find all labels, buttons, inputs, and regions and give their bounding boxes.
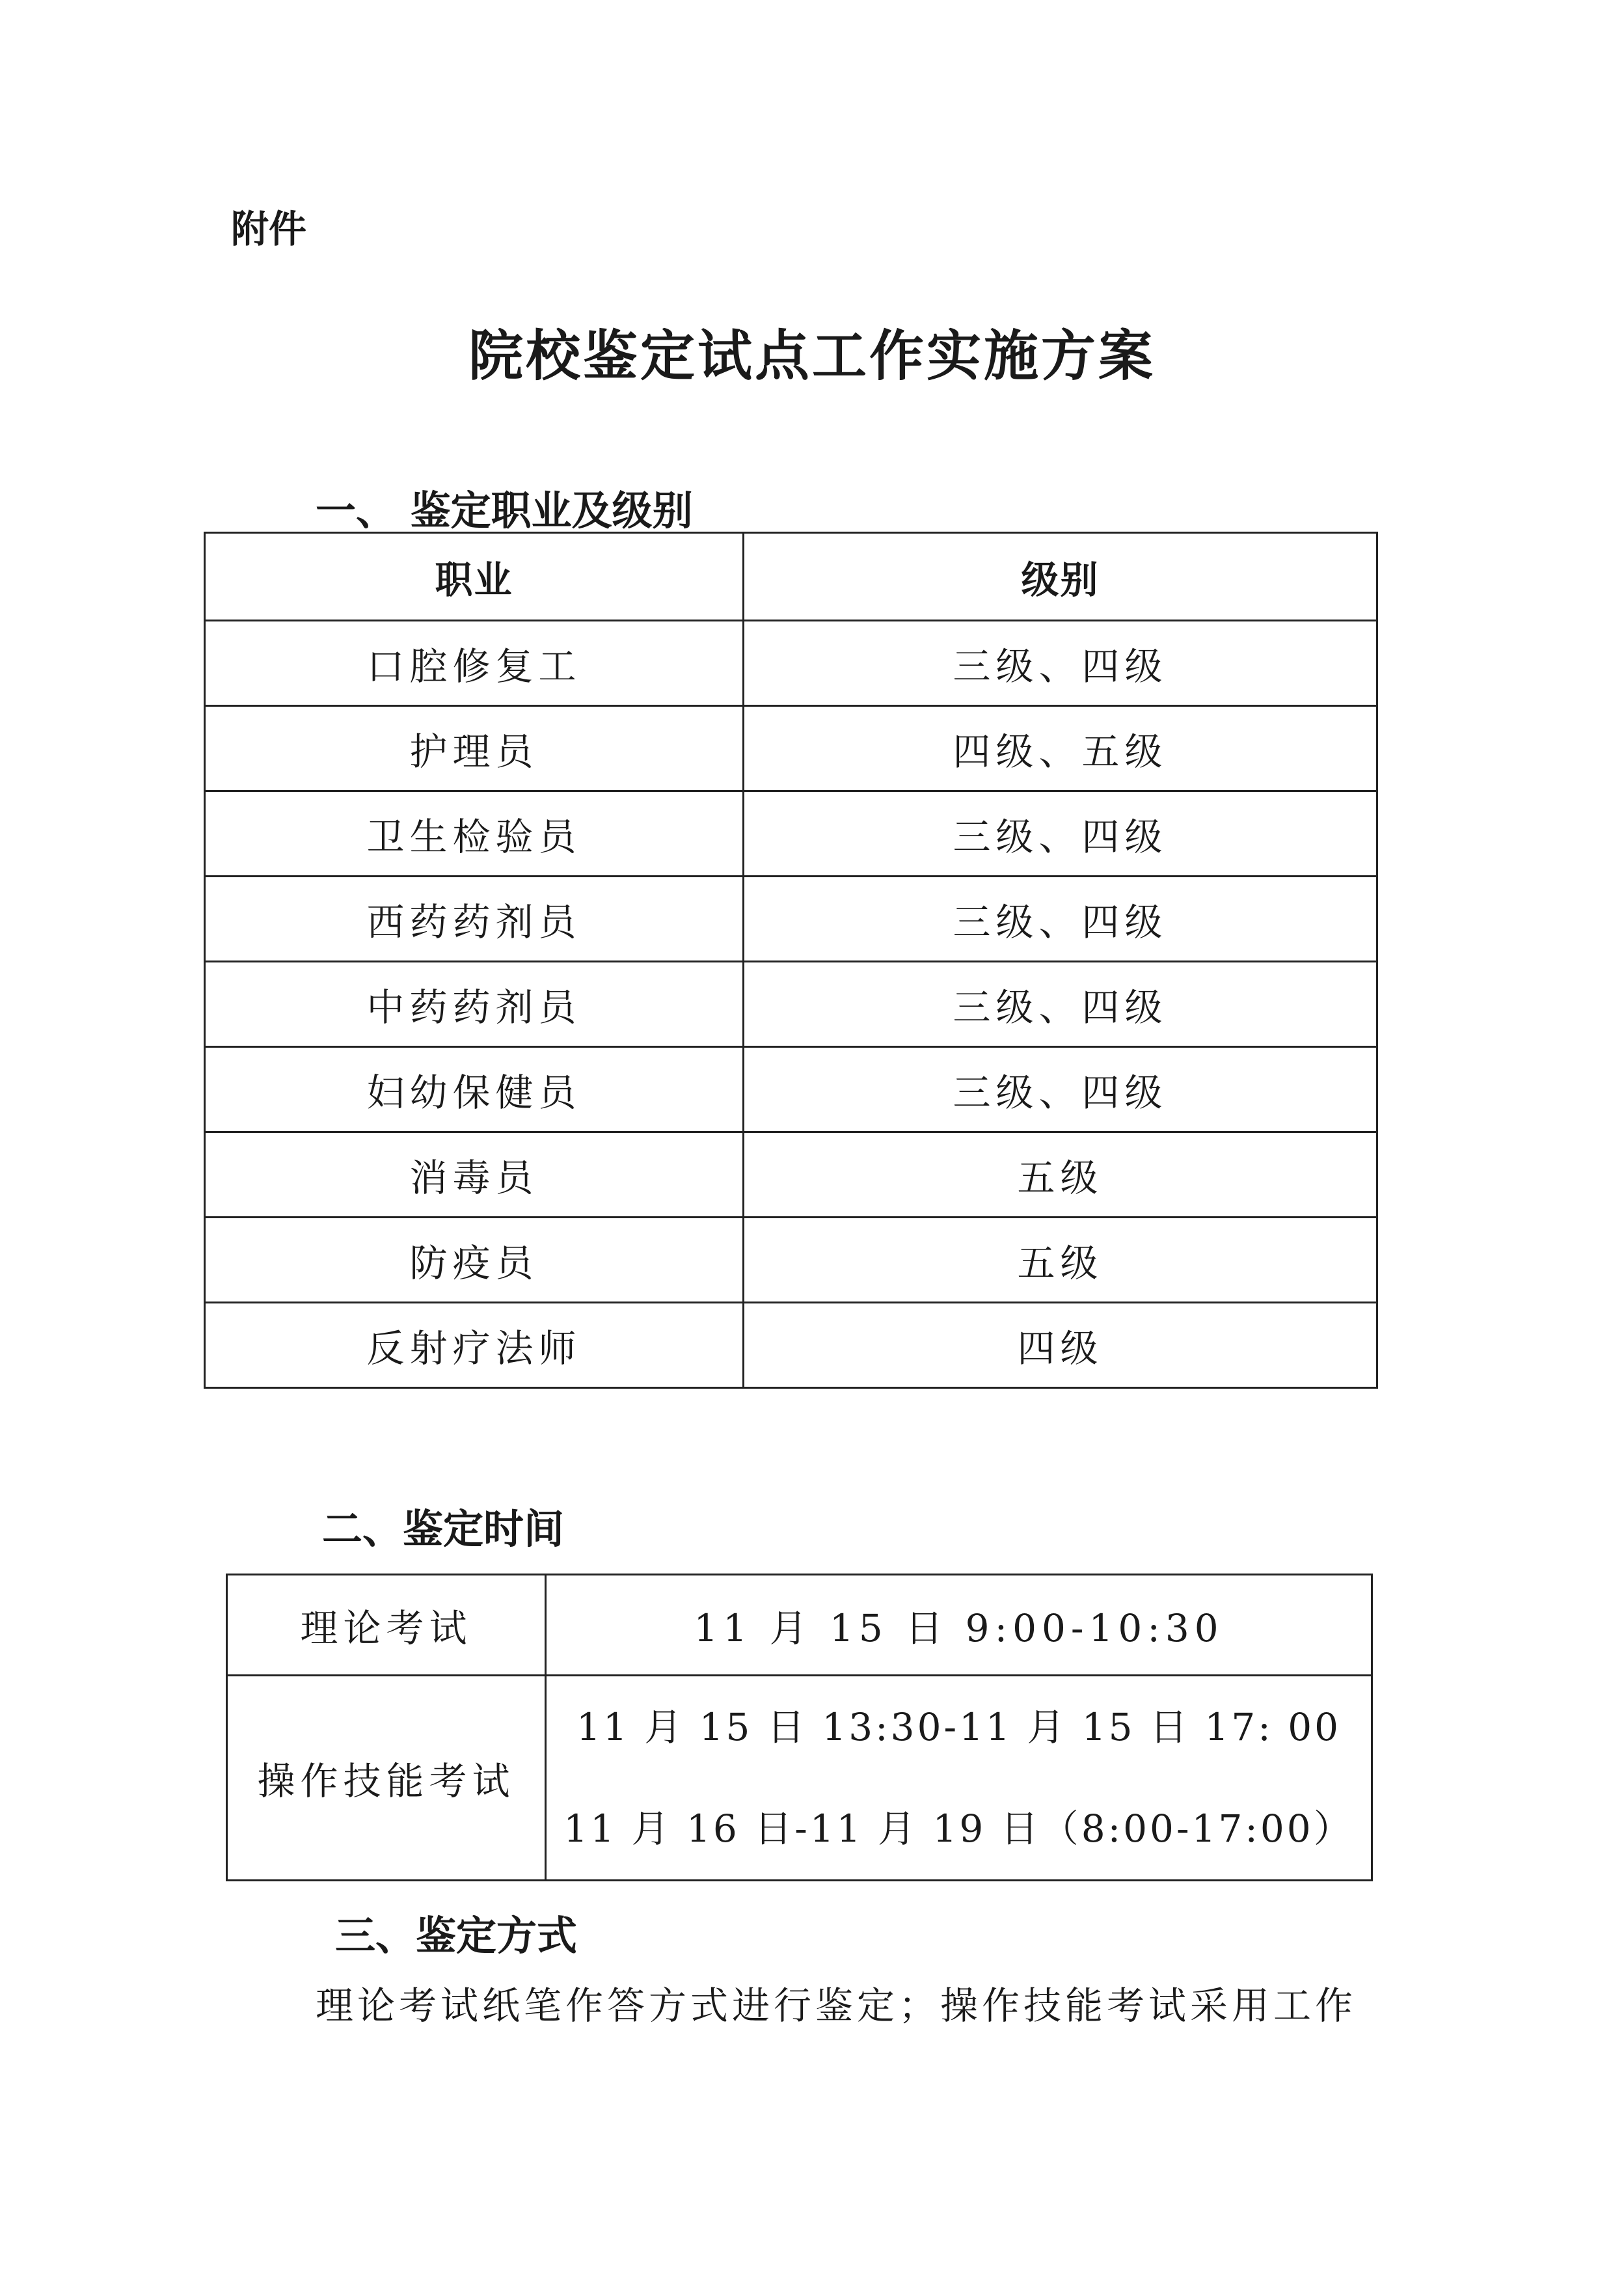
occupation-level-table [204, 532, 1378, 1389]
occupation-cell: 西药药剂员 [205, 877, 744, 962]
table-row [227, 1676, 1372, 1881]
level-cell: 三级、四级 [744, 877, 1377, 962]
section-heading-occupations: 一、 鉴定职业及级别 [316, 487, 693, 534]
skill-exam-time-line: 11 月 16 日-11 月 19 日（8:00-17:00） [563, 1806, 1354, 1851]
table-row [205, 962, 1377, 1047]
column-header-occupation: 职业 [205, 533, 744, 621]
theory-exam-time: 11 月 15 日 9:00-10:30 [546, 1575, 1372, 1676]
section-heading-method: 三、鉴定方式 [335, 1912, 578, 1959]
method-paragraph: 理论考试纸笔作答方式进行鉴定；操作技能考试采用工作 [316, 1983, 1357, 2028]
occupation-cell: 卫生检验员 [205, 791, 744, 877]
theory-exam-label: 理论考试 [227, 1575, 546, 1676]
schedule-table [226, 1574, 1373, 1881]
level-cell: 四级 [744, 1303, 1377, 1388]
table-row [205, 1303, 1377, 1388]
occupation-cell: 中药药剂员 [205, 962, 744, 1047]
attachment-label: 附件 [231, 207, 307, 251]
level-cell: 五级 [744, 1132, 1377, 1218]
level-cell: 三级、四级 [744, 621, 1377, 706]
table-row [205, 877, 1377, 962]
table-row [205, 1047, 1377, 1132]
table-row [205, 621, 1377, 706]
skill-exam-times [546, 1676, 1372, 1881]
table-row [205, 1132, 1377, 1218]
level-cell: 三级、四级 [744, 791, 1377, 877]
table-row [227, 1575, 1372, 1676]
occupation-cell: 妇幼保健员 [205, 1047, 744, 1132]
section-heading-schedule: 二、鉴定时间 [322, 1505, 565, 1553]
occupation-cell: 消毒员 [205, 1132, 744, 1218]
occupation-cell: 护理员 [205, 706, 744, 791]
document-title: 院校鉴定试点工作实施方案 [468, 323, 1156, 388]
occupation-cell: 口腔修复工 [205, 621, 744, 706]
level-cell: 三级、四级 [744, 1047, 1377, 1132]
table-row [205, 1218, 1377, 1303]
table-header-row [205, 533, 1377, 621]
skill-exam-label: 操作技能考试 [227, 1676, 546, 1881]
occupation-cell: 防疫员 [205, 1218, 744, 1303]
column-header-level: 级别 [744, 533, 1377, 621]
level-cell: 三级、四级 [744, 962, 1377, 1047]
level-cell: 四级、五级 [744, 706, 1377, 791]
skill-exam-time-line: 11 月 15 日 13:30-11 月 15 日 17: 00 [576, 1705, 1342, 1749]
occupation-cell: 反射疗法师 [205, 1303, 744, 1388]
table-row [205, 791, 1377, 877]
table-row [205, 706, 1377, 791]
level-cell: 五级 [744, 1218, 1377, 1303]
